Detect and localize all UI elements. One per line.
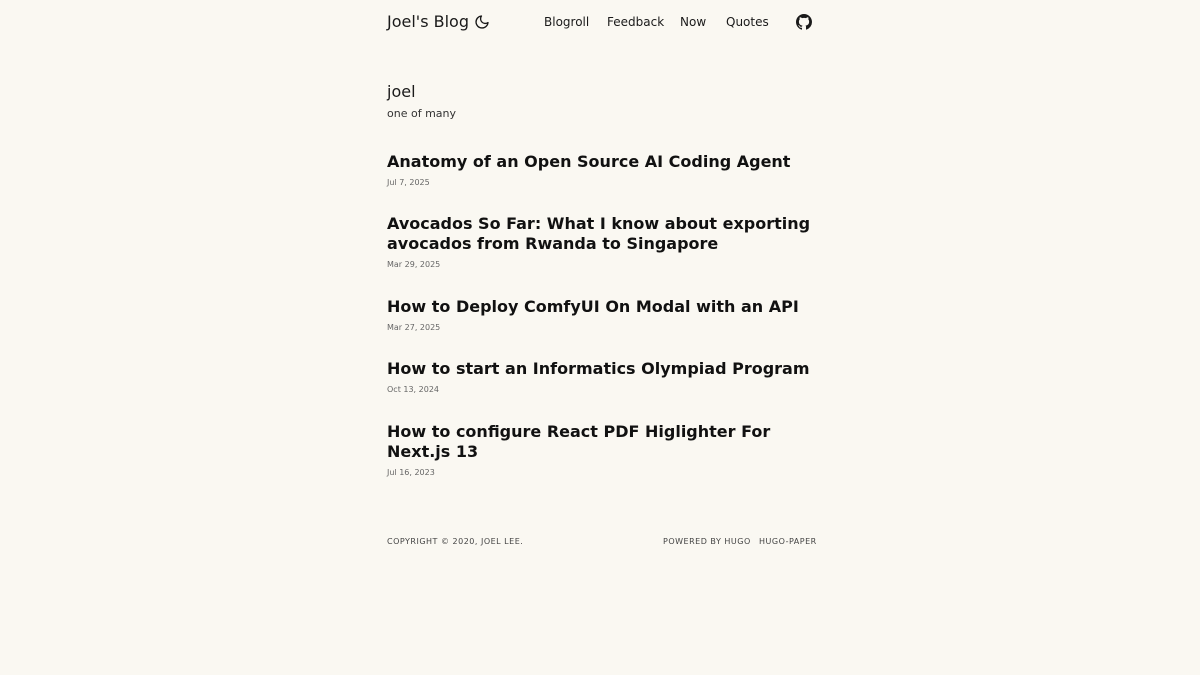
page-container <box>387 0 817 546</box>
post-item <box>387 297 817 332</box>
post-date: Mar 27, 2025 <box>387 323 441 332</box>
powered-by-link[interactable]: POWERED BY HUGO <box>663 537 751 546</box>
post-item <box>387 359 817 394</box>
github-icon[interactable] <box>796 14 812 30</box>
theme-link[interactable]: HUGO-PAPER <box>759 537 817 546</box>
post-date: Mar 29, 2025 <box>387 260 441 269</box>
post-date: Jul 16, 2023 <box>387 468 435 477</box>
nav-feedback[interactable]: Feedback <box>607 15 665 29</box>
post-item <box>387 422 817 477</box>
post-item <box>387 152 817 187</box>
moon-icon[interactable] <box>474 14 490 30</box>
post-title-link[interactable]: How to start an Informatics Olympiad Program <box>387 359 810 378</box>
post-title-link[interactable]: How to configure React PDF Higlighter For Next.js 13 <box>387 422 771 461</box>
post-title-link[interactable]: Avocados So Far: What I know about exporting avocados from Rwanda to Singapore <box>387 214 811 253</box>
nav-now[interactable]: Now <box>680 15 707 29</box>
profile-name: joel <box>387 82 416 101</box>
profile-bio: one of many <box>387 107 457 120</box>
post-title-link[interactable]: Anatomy of an Open Source AI Coding Agent <box>387 152 791 171</box>
copyright-text: COPYRIGHT © 2020, JOEL LEE. <box>387 537 524 546</box>
post-title-link[interactable]: How to Deploy ComfyUI On Modal with an API <box>387 297 799 316</box>
site-header <box>387 0 812 44</box>
post-item <box>387 214 817 269</box>
post-date: Jul 7, 2025 <box>387 178 430 187</box>
nav-blogroll[interactable]: Blogroll <box>544 15 590 29</box>
nav-quotes[interactable]: Quotes <box>726 15 769 29</box>
post-date: Oct 13, 2024 <box>387 385 439 394</box>
site-logo[interactable]: Joel's Blog <box>387 12 469 31</box>
